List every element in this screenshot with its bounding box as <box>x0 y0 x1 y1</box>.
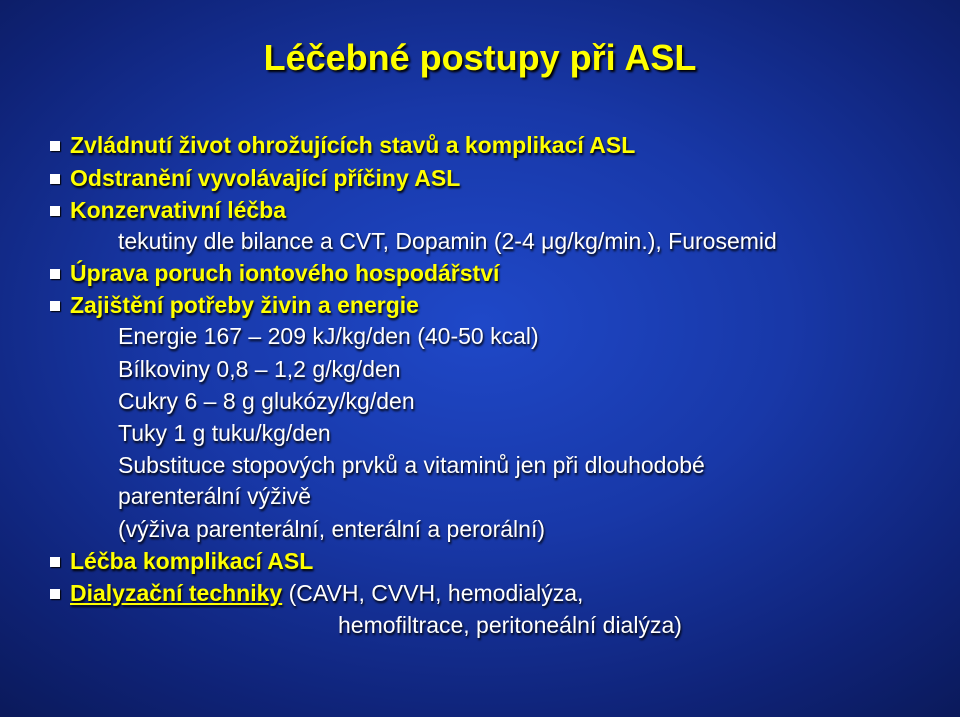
sub-item-fats: Tuky 1 g tuku/kg/den <box>118 420 331 446</box>
sub-item-energy: Energie 167 – 209 kJ/kg/den (40-50 kcal) <box>118 323 539 349</box>
square-bullet-icon <box>50 269 60 279</box>
square-bullet-icon <box>50 141 60 151</box>
bullet-text: Zvládnutí život ohrožujících stavů a komplikací ASL <box>70 132 636 158</box>
bullet-text-underlined: Dialyzační techniky <box>70 580 283 606</box>
square-bullet-icon <box>50 557 60 567</box>
slide-title: Léčebné postupy při ASL <box>263 37 697 78</box>
sub-item-sugars: Cukry 6 – 8 g glukózy/kg/den <box>118 388 415 414</box>
continuation-dialysis: hemofiltrace, peritoneální dialýza) <box>338 612 682 638</box>
square-bullet-icon <box>50 301 60 311</box>
sub-item-fluids: tekutiny dle bilance a CVT, Dopamin (2-4 μg/kg/min.), Furosemid <box>118 228 777 254</box>
bullet-item-cause-removal <box>50 163 460 193</box>
bullet-text: Úprava poruch iontového hospodářství <box>70 260 500 286</box>
bullet-item-nutrition <box>50 290 419 320</box>
sub-item-parenteral: parenterální výživě <box>118 483 312 509</box>
bullet-item-complications <box>50 546 313 576</box>
square-bullet-icon <box>50 174 60 184</box>
bullet-text: Léčba komplikací ASL <box>70 548 314 574</box>
sub-item-trace-elements: Substituce stopových prvků a vitaminů jen při dlouhodobé <box>118 452 705 478</box>
bullet-item-conservative-treatment <box>50 195 286 225</box>
bullet-text: Odstranění vyvolávající příčiny ASL <box>70 165 461 191</box>
bullet-item-ion-balance <box>50 258 499 288</box>
bullet-text: Konzervativní léčba <box>70 197 287 223</box>
square-bullet-icon <box>50 206 60 216</box>
bullet-text: Zajištění potřeby živin a energie <box>70 292 419 318</box>
bullet-item-life-threatening <box>50 130 635 160</box>
bullet-text-suffix: (CAVH, CVVH, hemodialýza, <box>282 580 584 606</box>
square-bullet-icon <box>50 589 60 599</box>
bullet-item-dialysis <box>50 578 583 608</box>
sub-item-proteins: Bílkoviny 0,8 – 1,2 g/kg/den <box>118 356 401 382</box>
sub-item-nutrition-types: (výživa parenterální, enterální a perorální) <box>118 516 545 542</box>
